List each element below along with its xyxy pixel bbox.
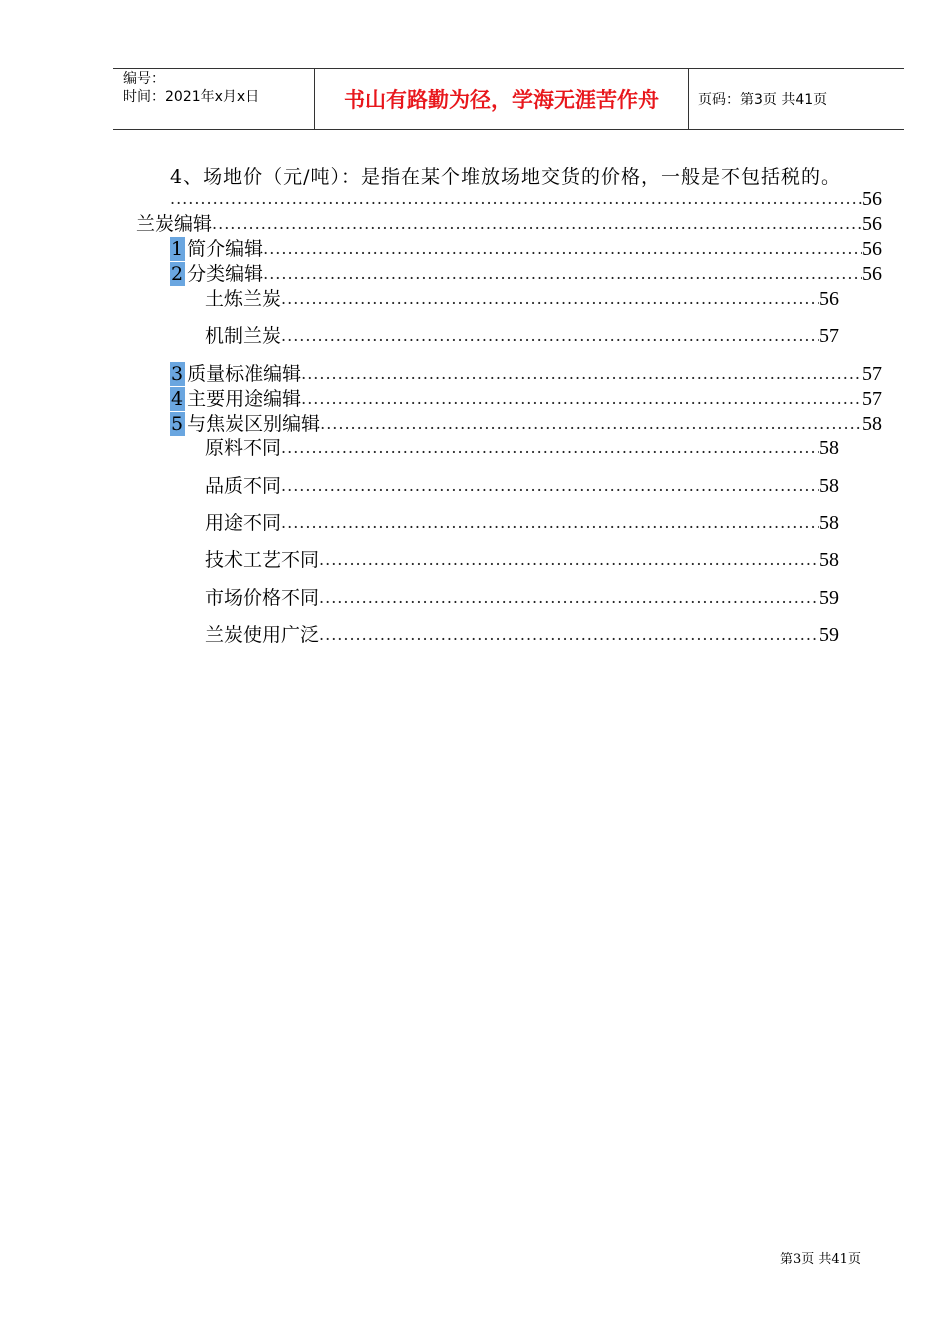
toc-row-wide-use[interactable]	[205, 623, 839, 647]
toc-entry-label: 主要用途编辑	[187, 388, 302, 410]
toc-page-number: 56	[862, 238, 882, 260]
toc-leader-dots	[319, 586, 819, 610]
toc-leader-dots	[212, 212, 862, 236]
toc-entry-label: 原料不同	[205, 437, 282, 459]
toc-leader-dots	[281, 474, 819, 498]
toc-section-number: 5	[171, 413, 184, 435]
toc-entry-label: 质量标准编辑	[187, 363, 302, 385]
toc-page-number: 58	[819, 437, 839, 459]
toc-page-number: 59	[819, 587, 839, 609]
toc-section-number: 1	[171, 238, 184, 260]
toc-page-number: 58	[819, 512, 839, 534]
doc-id-label: 编号：	[123, 71, 165, 87]
toc-leader-dots	[281, 436, 819, 460]
toc-page-number: 56	[862, 213, 882, 235]
toc-leader-dots	[281, 511, 819, 535]
toc-page-number: 58	[819, 549, 839, 571]
toc-entry-label: 技术工艺不同	[205, 549, 320, 571]
header-meta	[113, 69, 315, 129]
toc-row-raw-material[interactable]	[205, 436, 839, 460]
toc-page-number: 56	[862, 263, 882, 285]
toc-row-difference[interactable]	[170, 412, 882, 436]
toc-leader-dots	[263, 237, 862, 261]
toc-row-price-diff[interactable]	[205, 586, 839, 610]
toc-leader-dots	[263, 262, 862, 286]
toc-page-number: 57	[862, 388, 882, 410]
intro-paragraph: 4、场地价（元/吨）：是指在某个堆放场地交货的价格，一般是不包括税的。	[170, 166, 841, 188]
toc-entry-label: 土炼兰炭	[205, 288, 282, 310]
toc-page-number: 56	[862, 188, 882, 210]
toc-row-lantan[interactable]	[136, 212, 882, 236]
page-header	[113, 68, 904, 130]
toc-page-number: 57	[862, 363, 882, 385]
toc-row-uses[interactable]	[170, 387, 882, 411]
toc-entry-label: 与焦炭区别编辑	[187, 413, 321, 435]
toc-entry-label: 兰炭编辑	[136, 213, 213, 235]
page-footer: 第3页 共41页	[780, 1252, 861, 1267]
toc-row-jizhi[interactable]	[205, 324, 839, 348]
toc-row-classification[interactable]	[170, 262, 882, 286]
toc-page-number: 58	[819, 475, 839, 497]
doc-time-label: 时间：2021年x月x日	[123, 89, 260, 105]
toc-entry-label: 机制兰炭	[205, 325, 282, 347]
toc-row-use-diff[interactable]	[205, 511, 839, 535]
toc-entry-label: 简介编辑	[187, 238, 264, 260]
toc-entry-label: 市场价格不同	[205, 587, 320, 609]
toc-leader-dots	[281, 324, 819, 348]
toc-section-number: 4	[171, 388, 184, 410]
toc-entry-label: 品质不同	[205, 475, 282, 497]
toc-row-continuation[interactable]	[170, 187, 882, 211]
toc-page-number: 58	[862, 413, 882, 435]
toc-leader-dots	[319, 548, 819, 572]
header-page-info: 页码：第3页 共41页	[698, 92, 828, 108]
toc-leader-dots	[301, 362, 862, 386]
toc-row-intro[interactable]	[170, 237, 882, 261]
toc-entry-label: 兰炭使用广泛	[205, 624, 320, 646]
toc-row-quality[interactable]	[170, 362, 882, 386]
toc-row-tech-diff[interactable]	[205, 548, 839, 572]
toc-page-number: 59	[819, 624, 839, 646]
toc-leader-dots	[319, 623, 819, 647]
toc-page-number: 56	[819, 288, 839, 310]
toc-section-number: 3	[171, 363, 184, 385]
toc-page-number: 57	[819, 325, 839, 347]
toc-row-quality-diff[interactable]	[205, 474, 839, 498]
header-motto: 书山有路勤为径，学海无涯苦作舟	[315, 69, 689, 129]
toc-row-tulian[interactable]	[205, 287, 839, 311]
toc-entry-label: 用途不同	[205, 512, 282, 534]
toc-entry-label: 分类编辑	[187, 263, 264, 285]
toc-leader-dots	[320, 412, 862, 436]
toc-leader-dots	[301, 387, 862, 411]
toc-leader-dots	[170, 187, 862, 211]
toc-leader-dots	[281, 287, 819, 311]
toc-section-number: 2	[171, 263, 184, 285]
